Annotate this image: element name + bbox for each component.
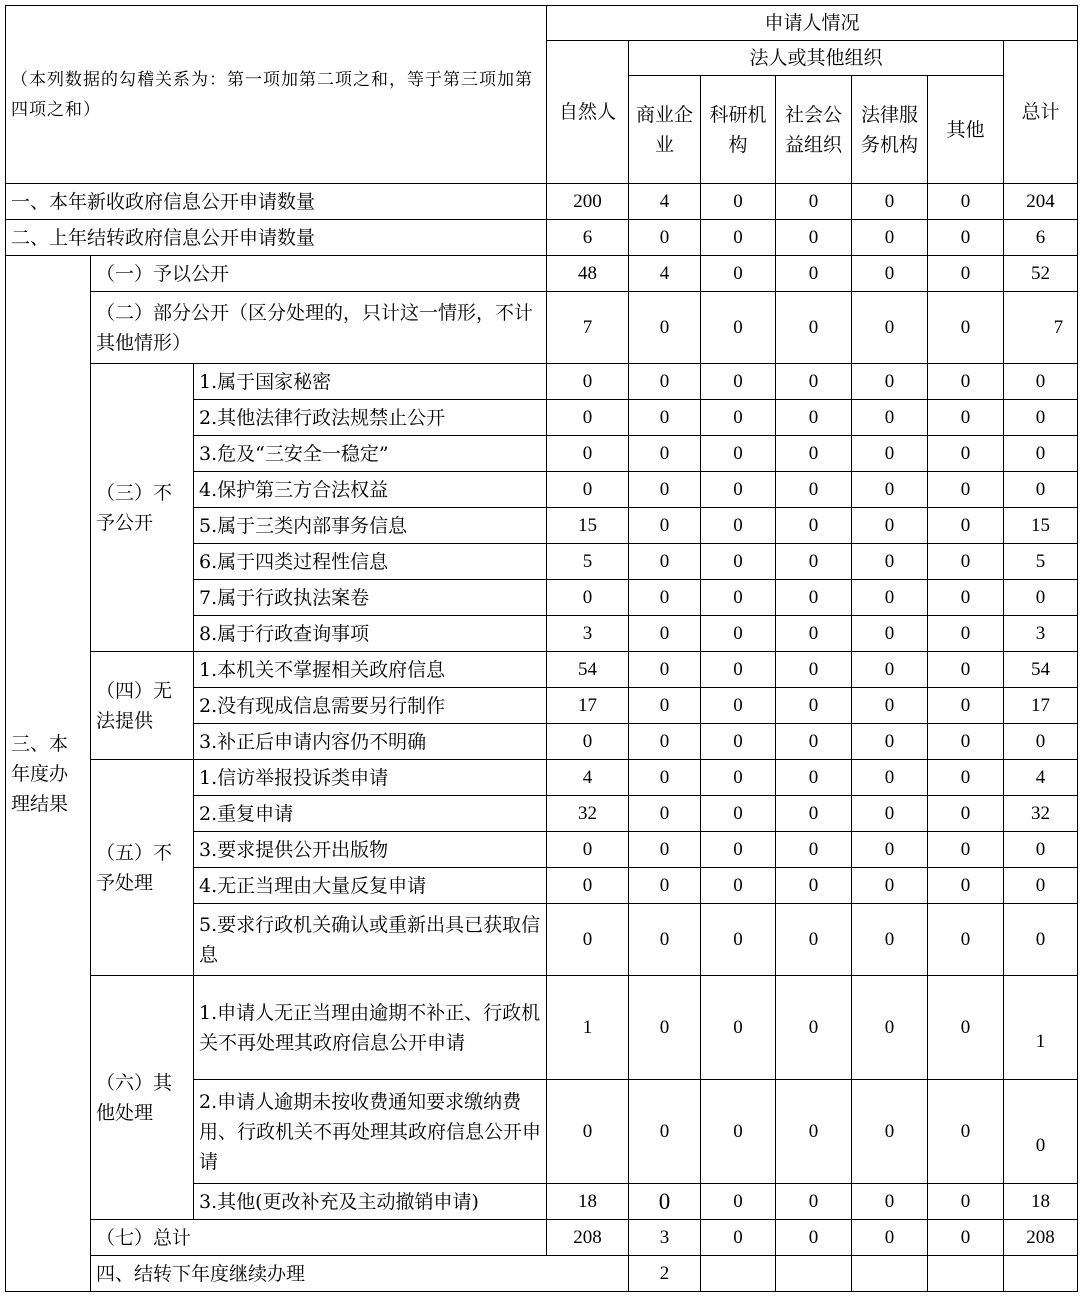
cell-legal-service: 0 [852, 184, 928, 220]
cell-natural: 200 [547, 184, 629, 220]
row-label: （一）予以公开 [91, 256, 547, 292]
cell-business: 0 [629, 868, 701, 904]
header-applicant: 申请人情况 [547, 6, 1078, 41]
cell-legal-service: 0 [852, 1220, 928, 1256]
cell-business: 0 [629, 220, 701, 256]
cell-research: 0 [701, 760, 776, 796]
row-label: 4.无正当理由大量反复申请 [194, 868, 547, 904]
cell-business: 0 [629, 832, 701, 868]
cell-total: 0 [1004, 436, 1078, 472]
row-g5-item-1 [6, 760, 1078, 796]
cell-total: 17 [1004, 688, 1078, 724]
cell-other: 0 [928, 256, 1004, 292]
cell-legal-service: 0 [852, 976, 928, 1080]
row-label: 1.属于国家秘密 [194, 364, 547, 400]
cell-natural: 48 [547, 256, 629, 292]
cell-business: 0 [629, 544, 701, 580]
cell-total: 0 [1004, 904, 1078, 976]
cell-total: 204 [1004, 184, 1078, 220]
cell-total: 32 [1004, 796, 1078, 832]
cell-natural: 1 [547, 976, 629, 1080]
cell-business: 0 [629, 508, 701, 544]
cell-other: 0 [928, 220, 1004, 256]
row-label: 1.信访举报投诉类申请 [194, 760, 547, 796]
row-label: 二、上年结转政府信息公开申请数量 [6, 220, 547, 256]
cell-legal-service [928, 1256, 1004, 1292]
cell-total: 6 [1004, 220, 1078, 256]
cell-research [776, 1256, 852, 1292]
row-g3-item-1 [6, 364, 1078, 400]
cell-natural: 4 [547, 760, 629, 796]
cell-social [852, 1256, 928, 1292]
cell-social: 0 [776, 580, 852, 616]
header-row-1 [6, 6, 1078, 41]
cell-legal-service: 0 [852, 760, 928, 796]
cell-other: 0 [928, 544, 1004, 580]
header-research: 科研机构 [701, 76, 776, 184]
cell-other: 0 [928, 400, 1004, 436]
row-label: 3.危及“三安全一稳定” [194, 436, 547, 472]
cell-research: 0 [701, 976, 776, 1080]
cell-research: 0 [701, 508, 776, 544]
cell-business: 0 [629, 580, 701, 616]
cell-other: 0 [928, 508, 1004, 544]
cell-legal-service: 0 [852, 364, 928, 400]
cell-business: 0 [629, 904, 701, 976]
cell-other: 0 [928, 868, 1004, 904]
cell-legal-service: 0 [852, 220, 928, 256]
cell-legal-service: 0 [852, 508, 928, 544]
row-g7-total [6, 1220, 1078, 1256]
cell-total: 18 [1004, 1184, 1078, 1220]
cell-natural: 7 [547, 292, 629, 364]
cell-social: 0 [776, 508, 852, 544]
cell-research: 0 [701, 364, 776, 400]
cell-social: 0 [776, 256, 852, 292]
cell-social: 0 [776, 400, 852, 436]
cell-social: 0 [776, 796, 852, 832]
cell-social: 0 [776, 472, 852, 508]
cell-other: 0 [928, 616, 1004, 652]
cell-legal-service: 0 [852, 796, 928, 832]
cell-legal-service: 0 [852, 580, 928, 616]
cell-legal-service: 0 [852, 1080, 928, 1184]
cell-social: 0 [776, 1080, 852, 1184]
cell-research: 0 [701, 1080, 776, 1184]
cell-social: 0 [776, 652, 852, 688]
cell-natural: 6 [547, 220, 629, 256]
row-label: 4.保护第三方合法权益 [194, 472, 547, 508]
cell-natural: 0 [547, 364, 629, 400]
header-note: （本列数据的勾稽关系为：第一项加第二项之和，等于第三项加第四项之和） [6, 6, 547, 184]
cell-natural: 18 [547, 1184, 629, 1220]
cell-social: 0 [776, 292, 852, 364]
cell-social: 0 [776, 688, 852, 724]
cell-legal-service: 0 [852, 472, 928, 508]
cell-other: 0 [928, 364, 1004, 400]
header-business: 商业企业 [629, 76, 701, 184]
cell-legal-service: 0 [852, 292, 928, 364]
cell-natural: 0 [547, 580, 629, 616]
group-6-label: （六）其他处理 [91, 976, 194, 1220]
row-g1 [6, 256, 1078, 292]
cell-other: 0 [928, 724, 1004, 760]
cell-legal-service: 0 [852, 904, 928, 976]
row-g4-item-1 [6, 652, 1078, 688]
cell-natural: 0 [547, 724, 629, 760]
cell-research: 0 [701, 256, 776, 292]
cell-natural: 0 [547, 904, 629, 976]
cell-natural: 0 [547, 472, 629, 508]
cell-business [701, 1256, 776, 1292]
cell-natural: 54 [547, 652, 629, 688]
cell-business: 0 [629, 436, 701, 472]
cell-research: 0 [701, 1220, 776, 1256]
cell-business: 0 [629, 760, 701, 796]
row-g6-item-1 [6, 976, 1078, 1080]
cell-other: 0 [928, 760, 1004, 796]
cell-research: 0 [701, 220, 776, 256]
cell-research: 0 [701, 652, 776, 688]
cell-total: 7 [1004, 292, 1078, 364]
cell-other: 0 [928, 436, 1004, 472]
cell-other: 0 [928, 580, 1004, 616]
cell-other [1004, 1256, 1078, 1292]
header-total: 总计 [1004, 41, 1078, 184]
cell-other: 0 [928, 292, 1004, 364]
row-label: （二）部分公开（区分处理的，只计这一情形，不计其他情形） [91, 292, 547, 364]
cell-natural: 0 [547, 1080, 629, 1184]
cell-total: 0 [1004, 400, 1078, 436]
cell-total: 0 [1004, 868, 1078, 904]
cell-research: 0 [701, 616, 776, 652]
row-label: 一、本年新收政府信息公开申请数量 [6, 184, 547, 220]
cell-business: 0 [629, 616, 701, 652]
header-legal-group: 法人或其他组织 [629, 41, 1004, 76]
cell-total: 0 [1004, 724, 1078, 760]
cell-total: 0 [1004, 472, 1078, 508]
cell-legal-service: 0 [852, 400, 928, 436]
group-5-label: （五）不予处理 [91, 760, 194, 976]
cell-natural: 0 [547, 832, 629, 868]
cell-legal-service: 0 [852, 724, 928, 760]
row-label: （七）总计 [91, 1220, 547, 1256]
cell-research: 0 [701, 688, 776, 724]
cell-business: 0 [629, 472, 701, 508]
cell-business: 0 [629, 796, 701, 832]
cell-total: 4 [1004, 760, 1078, 796]
cell-business: 0 [629, 652, 701, 688]
row-label: 四、结转下年度继续办理 [91, 1256, 629, 1292]
cell-social: 0 [776, 1220, 852, 1256]
row-label: 2.其他法律行政法规禁止公开 [194, 400, 547, 436]
cell-legal-service: 0 [852, 688, 928, 724]
row-label: 3.其他(更改补充及主动撤销申请) [194, 1184, 547, 1220]
row-label: 3.要求提供公开出版物 [194, 832, 547, 868]
row-label: 7.属于行政执法案卷 [194, 580, 547, 616]
cell-legal-service: 0 [852, 436, 928, 472]
cell-other: 0 [928, 976, 1004, 1080]
cell-natural: 17 [547, 688, 629, 724]
group-4-label: （四）无法提供 [91, 652, 194, 760]
cell-research: 0 [701, 292, 776, 364]
cell-research: 0 [701, 472, 776, 508]
header-other: 其他 [928, 76, 1004, 184]
cell-other: 0 [928, 832, 1004, 868]
header-natural: 自然人 [547, 41, 629, 184]
cell-social: 0 [776, 184, 852, 220]
cell-research: 0 [701, 544, 776, 580]
cell-other: 0 [928, 688, 1004, 724]
header-social: 社会公益组织 [776, 76, 852, 184]
cell-natural: 32 [547, 796, 629, 832]
row-label: 3.补正后申请内容仍不明确 [194, 724, 547, 760]
row-label: 2.没有现成信息需要另行制作 [194, 688, 547, 724]
cell-social: 0 [776, 760, 852, 796]
cell-other: 0 [928, 472, 1004, 508]
cell-legal-service: 0 [852, 256, 928, 292]
row-label: 1.申请人无正当理由逾期不补正、行政机关不再处理其政府信息公开申请 [194, 976, 547, 1080]
row-label: 8.属于行政查询事项 [194, 616, 547, 652]
cell-other: 0 [928, 1220, 1004, 1256]
header-legal-service: 法律服务机构 [852, 76, 928, 184]
cell-business: 0 [629, 1080, 701, 1184]
cell-other: 0 [928, 1184, 1004, 1220]
cell-legal-service: 0 [852, 832, 928, 868]
cell-social: 0 [776, 364, 852, 400]
cell-business: 0 [629, 976, 701, 1080]
row-carried-over [6, 220, 1078, 256]
cell-total: 52 [1004, 256, 1078, 292]
cell-total: 0 [1004, 832, 1078, 868]
cell-legal-service: 0 [852, 544, 928, 580]
cell-research: 0 [701, 868, 776, 904]
cell-total: 0 [1004, 364, 1078, 400]
cell-social: 0 [776, 436, 852, 472]
cell-total: 5 [1004, 544, 1078, 580]
cell-social: 0 [776, 544, 852, 580]
cell-business: 0 [629, 1184, 701, 1220]
cell-total: 208 [1004, 1220, 1078, 1256]
cell-other: 0 [928, 796, 1004, 832]
cell-total: 0 [1004, 580, 1078, 616]
cell-business: 0 [629, 688, 701, 724]
cell-social: 0 [776, 904, 852, 976]
group-3-label: （三）不予公开 [91, 364, 194, 652]
cell-total: 3 [1004, 616, 1078, 652]
cell-other: 0 [928, 904, 1004, 976]
cell-social: 0 [776, 724, 852, 760]
row-label: 1.本机关不掌握相关政府信息 [194, 652, 547, 688]
section-3-label: 三、本年度办理结果 [6, 256, 91, 1292]
cell-research: 0 [701, 832, 776, 868]
cell-other: 0 [928, 1080, 1004, 1184]
cell-research: 0 [701, 796, 776, 832]
cell-social: 0 [776, 832, 852, 868]
cell-natural: 208 [547, 1220, 629, 1256]
cell-research: 0 [701, 580, 776, 616]
cell-legal-service: 0 [852, 868, 928, 904]
cell-business: 4 [629, 256, 701, 292]
row-new-requests [6, 184, 1078, 220]
cell-business: 4 [629, 184, 701, 220]
cell-total: 0 [1004, 1080, 1078, 1184]
cell-business: 0 [629, 400, 701, 436]
cell-business: 0 [629, 292, 701, 364]
cell-social: 0 [776, 616, 852, 652]
cell-natural: 5 [547, 544, 629, 580]
row-g2 [6, 292, 1078, 364]
cell-research: 0 [701, 400, 776, 436]
cell-other: 0 [928, 652, 1004, 688]
cell-social: 0 [776, 868, 852, 904]
cell-research: 0 [701, 724, 776, 760]
cell-legal-service: 0 [852, 616, 928, 652]
cell-research: 0 [701, 1184, 776, 1220]
row-label: 5.属于三类内部事务信息 [194, 508, 547, 544]
cell-social: 0 [776, 220, 852, 256]
cell-natural: 15 [547, 508, 629, 544]
row-next-year [6, 1256, 1078, 1292]
cell-social: 0 [776, 976, 852, 1080]
cell-total: 1 [1004, 976, 1078, 1080]
row-label: 5.要求行政机关确认或重新出具已获取信息 [194, 904, 547, 976]
cell-research: 0 [701, 184, 776, 220]
row-label: 2.重复申请 [194, 796, 547, 832]
row-label: 2.申请人逾期未按收费通知要求缴纳费用、行政机关不再处理其政府信息公开申请 [194, 1080, 547, 1184]
cell-research: 0 [701, 904, 776, 976]
cell-business: 0 [629, 364, 701, 400]
cell-natural: 0 [547, 868, 629, 904]
cell-legal-service: 0 [852, 1184, 928, 1220]
cell-research: 0 [701, 436, 776, 472]
row-label: 6.属于四类过程性信息 [194, 544, 547, 580]
cell-business: 3 [629, 1220, 701, 1256]
cell-natural: 0 [547, 400, 629, 436]
cell-total: 54 [1004, 652, 1078, 688]
cell-legal-service: 0 [852, 652, 928, 688]
cell-natural: 2 [629, 1256, 701, 1292]
cell-other: 0 [928, 184, 1004, 220]
cell-total: 15 [1004, 508, 1078, 544]
cell-social: 0 [776, 1184, 852, 1220]
cell-business: 0 [629, 724, 701, 760]
gov-info-disclosure-table [5, 5, 1078, 1292]
cell-natural: 0 [547, 436, 629, 472]
cell-natural: 3 [547, 616, 629, 652]
